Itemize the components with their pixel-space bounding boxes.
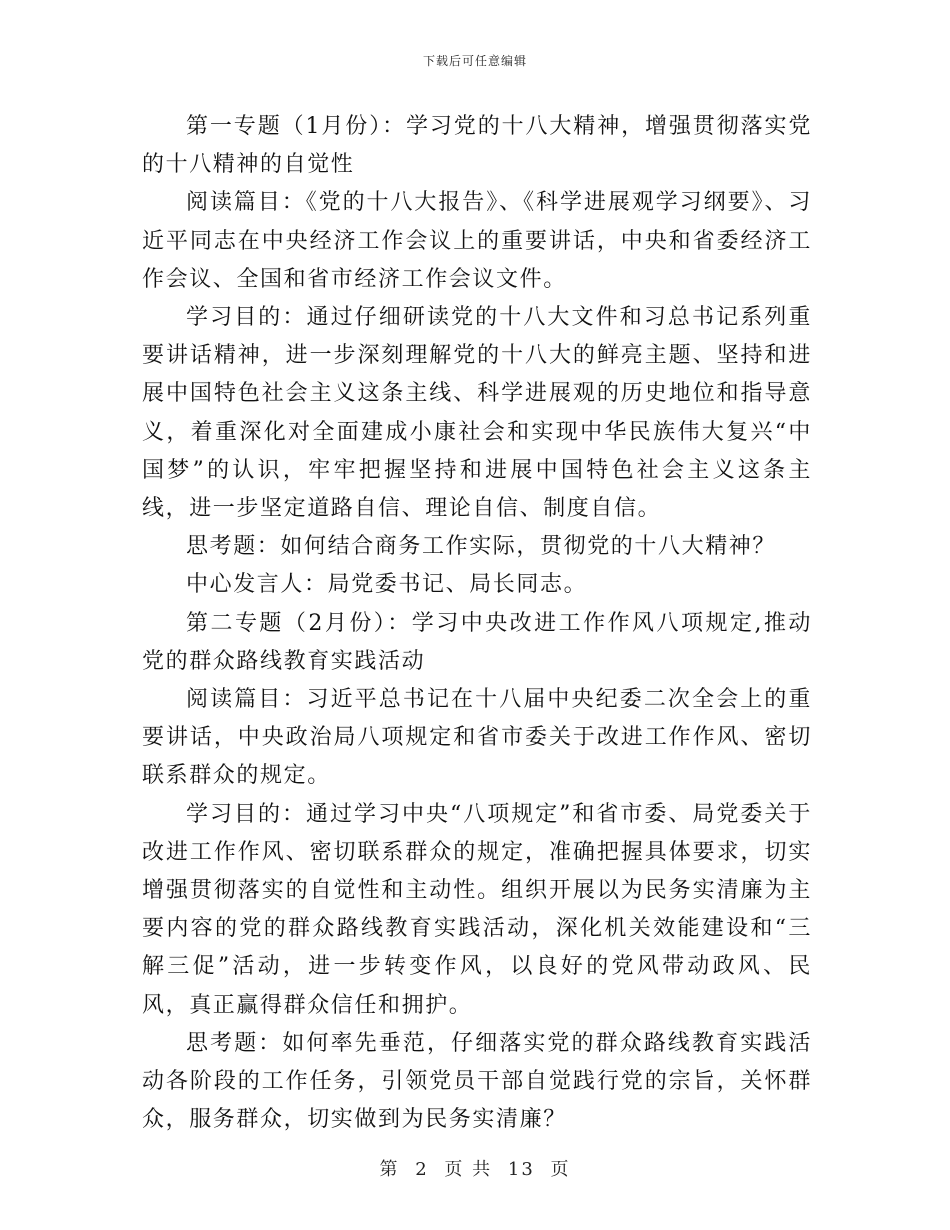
paragraph-topic-1-title: 第一专题（1月份）：学习党的十八大精神，增强贯彻落实党的十八精神的自觉性 <box>142 114 812 178</box>
footer-prefix: 第 <box>379 1159 400 1180</box>
paragraph-topic-1-question: 思考题：如何结合商务工作实际，贯彻党的十八大精神？ <box>186 534 777 560</box>
footer-suffix: 页 <box>550 1159 571 1180</box>
paragraph-topic-2-reading: 阅读篇目：习近平总书记在十八届中央纪委二次全会上的重要讲话，中央政治局八项规定和省市委关于改进工作作风、密切联系群众的规定。 <box>142 687 812 789</box>
footer-middle: 页 共 <box>444 1159 493 1180</box>
paragraph-topic-2-question: 思考题：如何率先垂范，仔细落实党的群众路线教育实践活动各阶段的工作任务，引领党员干部自觉践行党的宗旨，关怀群众，服务群众，切实做到为民务实清廉？ <box>142 1030 812 1133</box>
paragraph-topic-1-speaker: 中心发言人：局党委书记、局长同志。 <box>186 572 588 598</box>
document-body <box>142 108 812 1139</box>
footer-page-number: 2 <box>415 1159 429 1180</box>
page-header: 下载后可任意编辑 <box>422 54 527 68</box>
paragraph-topic-2-goal: 学习目的：通过学习中央“八项规定”和省市委、局党委关于改进工作作风、密切联系群众的规定，准确把握具体要求，切实增强贯彻落实的自觉性和主动性。组织开展以为民务实清廉为主要内容的党的群众路线教育实践活动，深化机关效能建设和“三解三促”活动，进一步转变作风，以良好的党风带动政风、民风，真正赢得群众信任和拥护。 <box>142 801 812 1018</box>
footer-total-pages: 13 <box>507 1159 535 1180</box>
paragraph-topic-1-goal: 学习目的：通过仔细研读党的十八大文件和习总书记系列重要讲话精神，进一步深刻理解党的十八大的鲜亮主题、坚持和进展中国特色社会主义这条主线、科学进展观的历史地位和指导意义，着重深化对全面建成小康社会和实现中华民族伟大复兴“中国梦”的认识，牢牢把握坚持和进展中国特色社会主义这条主线，进一步坚定道路自信、理论自信、制度自信。 <box>142 305 812 522</box>
page-footer <box>0 1155 950 1181</box>
paragraph-topic-1-reading: 阅读篇目：《党的十八大报告》、《科学进展观学习纲要》、习近平同志在中央经济工作会议上的重要讲话，中央和省委经济工作会议、全国和省市经济工作会议文件。 <box>142 190 812 292</box>
paragraph-topic-2-title: 第二专题（2月份）：学习中央改进工作作风八项规定,推动党的群众路线教育实践活动 <box>142 610 812 674</box>
